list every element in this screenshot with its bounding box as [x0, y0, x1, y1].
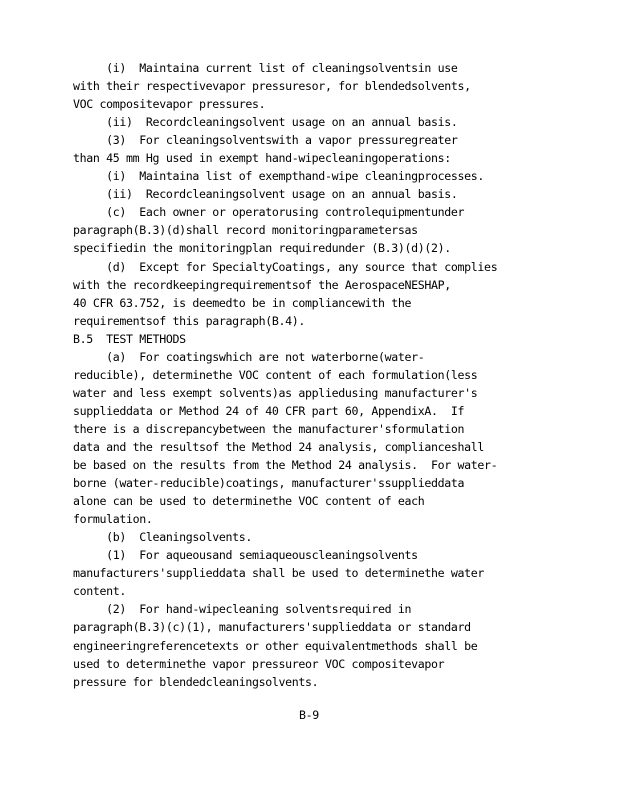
- body-text: [73, 59, 563, 691]
- text-line: (b) Cleaningsolvents.: [73, 530, 253, 545]
- text-line: (a) For coatingswhich are not waterborne(water-: [73, 349, 425, 364]
- text-line: water and less exempt solvents)as appliedusing manufacturer's: [73, 385, 478, 400]
- text-line: (i) Maintaina list of exempthand-wipe cleaningprocesses.: [73, 169, 485, 184]
- text-line: (3) For cleaningsolventswith a vapor pressuregreater: [73, 133, 458, 148]
- text-line: with the recordkeepingrequirementsof the AerospaceNESHAP,: [73, 277, 451, 292]
- text-line: (i) Maintaina current list of cleaningsolventsin use: [73, 61, 458, 75]
- text-line: 40 CFR 63.752, is deemedto be in compliancewith the: [73, 295, 412, 310]
- text-line: pressure for blendedcleaningsolvents.: [73, 674, 319, 689]
- text-line: manufacturers'supplieddata shall be used to determinethe water: [73, 566, 485, 581]
- text-line: there is a discrepancybetween the manufacturer'sformulation: [73, 421, 465, 436]
- section-heading: B.5 TEST METHODS: [73, 331, 186, 346]
- text-line: engineeringreferencetexts or other equivalentmethods shall be: [73, 638, 478, 653]
- text-line: be based on the results from the Method 24 analysis. For water-: [73, 458, 498, 473]
- text-line: (2) For hand-wipecleaning solventsrequired in: [73, 602, 412, 617]
- text-line: content.: [73, 584, 127, 599]
- text-line: (ii) Recordcleaningsolvent usage on an annual basis.: [73, 187, 458, 202]
- text-line: formulation.: [73, 512, 153, 527]
- text-line: specifiedin the monitoringplan requiredunder (B.3)(d)(2).: [73, 241, 451, 256]
- text-line: alone can be used to determinethe VOC content of each: [73, 494, 425, 509]
- text-line: (1) For aqueousand semiaqueouscleaningsolvents: [73, 548, 418, 563]
- text-line: with their respectivevapor pressuresor, for blendedsolvents,: [73, 79, 471, 94]
- text-line: than 45 mm Hg used in exempt hand-wipecleaningoperations:: [73, 151, 451, 166]
- text-line: (ii) Recordcleaningsolvent usage on an annual basis.: [73, 115, 458, 130]
- text-line: used to determinethe vapor pressureor VOC compositevapor: [73, 656, 445, 671]
- text-line: reducible), determinethe VOC content of each formulation(less: [73, 367, 478, 382]
- text-line: requirementsof this paragraph(B.4).: [73, 313, 306, 328]
- text-line: (c) Each owner or operatorusing controlequipmentunder: [73, 205, 465, 220]
- text-line: data and the resultsof the Method 24 analysis, complianceshall: [73, 439, 485, 454]
- text-line: (d) Except for SpecialtyCoatings, any source that complies: [73, 259, 498, 274]
- page-number: B-9: [299, 708, 319, 722]
- text-line: supplieddata or Method 24 of 40 CFR part 60, AppendixA. If: [73, 403, 465, 418]
- text-line: VOC compositevapor pressures.: [73, 97, 266, 112]
- text-line: paragraph(B.3)(c)(1), manufacturers'supplieddata or standard: [73, 620, 471, 635]
- text-line: paragraph(B.3)(d)shall record monitoringparametersas: [73, 223, 418, 238]
- text-line: borne (water-reducible)coatings, manufacturer'ssupplieddata: [73, 476, 465, 491]
